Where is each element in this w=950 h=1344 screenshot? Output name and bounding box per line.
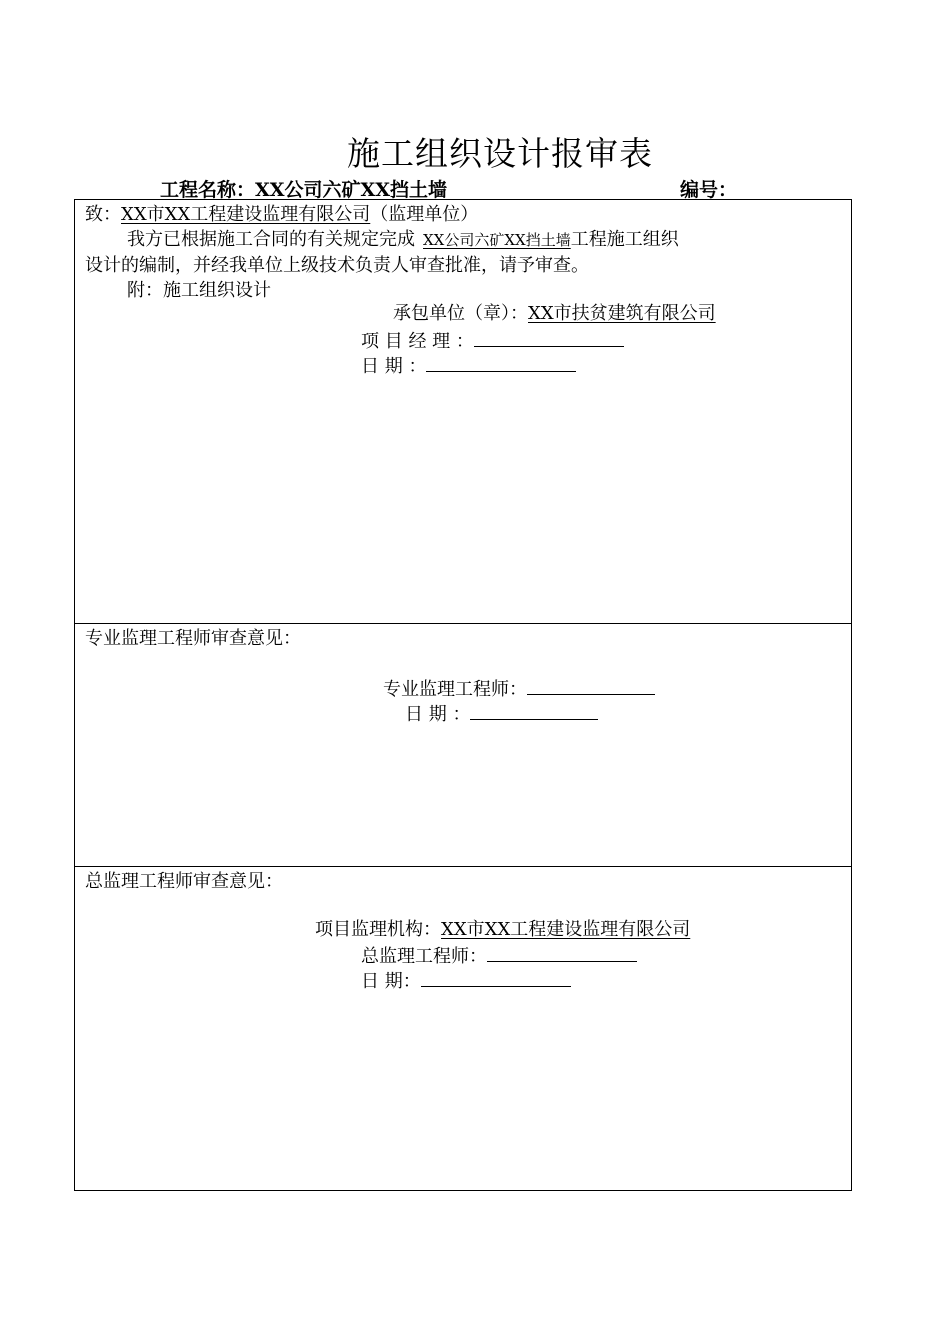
supervision-unit-name: XX市XX工程建设监理有限公司 — [121, 204, 371, 225]
body-prefix: 我方已根据施工合同的有关规定完成 — [127, 229, 415, 250]
contractor-date-line — [426, 353, 576, 372]
specialist-date-label: 日 期 ： — [405, 704, 471, 725]
chief-engineer-signature-line — [487, 943, 637, 962]
contractor-submission-section — [75, 200, 851, 624]
supervision-org-label: 项目监理机构： — [315, 919, 441, 940]
contractor-row — [393, 302, 750, 326]
contractor-label: 承包单位（章）： — [393, 303, 528, 324]
chief-date-row — [361, 968, 571, 994]
project-name-value: XX公司六矿XX挡土墙 — [255, 179, 447, 201]
contractor-date-label: 日 期 ： — [361, 356, 427, 377]
project-manager-row — [361, 328, 624, 354]
supervision-org-row — [315, 918, 690, 942]
specialist-opinion-heading: 专业监理工程师审查意见： — [85, 628, 301, 649]
specialist-engineer-row — [383, 676, 655, 702]
chief-engineer-label: 总监理工程师： — [361, 946, 487, 967]
project-manager-label: 项 目 经 理 ： — [361, 331, 474, 352]
project-name-label: 工程名称： — [160, 179, 256, 201]
attachment-note: 附：施工组织设计 — [127, 280, 271, 301]
body-project-name: XX公司六矿XX挡土墙 — [423, 231, 571, 249]
document-number-label: 编号： — [680, 179, 738, 201]
submission-body-line2: 设计的编制，并经我单位上级技术负责人审查批准，请予审查。 — [85, 255, 589, 276]
addressee-label: 致： — [85, 204, 121, 225]
submission-body-line1 — [127, 228, 679, 252]
project-name-row — [160, 175, 447, 202]
specialist-date-line — [470, 701, 598, 720]
chief-date-line — [421, 968, 571, 987]
supervision-org-name: XX市XX工程建设监理有限公司 — [441, 919, 691, 940]
chief-date-label: 日 期： — [361, 971, 421, 992]
specialist-date-row — [405, 701, 598, 727]
page-title: 施工组织设计报审表 — [347, 134, 653, 173]
body-suffix: 工程施工组织 — [570, 229, 679, 250]
specialist-engineer-section — [75, 624, 851, 867]
chief-opinion-heading: 总监理工程师审查意见： — [85, 871, 283, 892]
specialist-engineer-signature-line — [527, 676, 655, 695]
specialist-engineer-label: 专业监理工程师： — [383, 679, 527, 700]
addressee-suffix: （监理单位） — [370, 204, 479, 225]
contractor-date-row — [361, 353, 576, 379]
chief-engineer-row — [361, 943, 637, 969]
chief-engineer-section — [75, 867, 851, 1190]
project-manager-signature-line — [474, 328, 624, 347]
contractor-name: XX市扶贫建筑有限公司 — [528, 303, 716, 324]
review-form — [74, 199, 852, 1191]
addressee-row — [85, 203, 478, 227]
